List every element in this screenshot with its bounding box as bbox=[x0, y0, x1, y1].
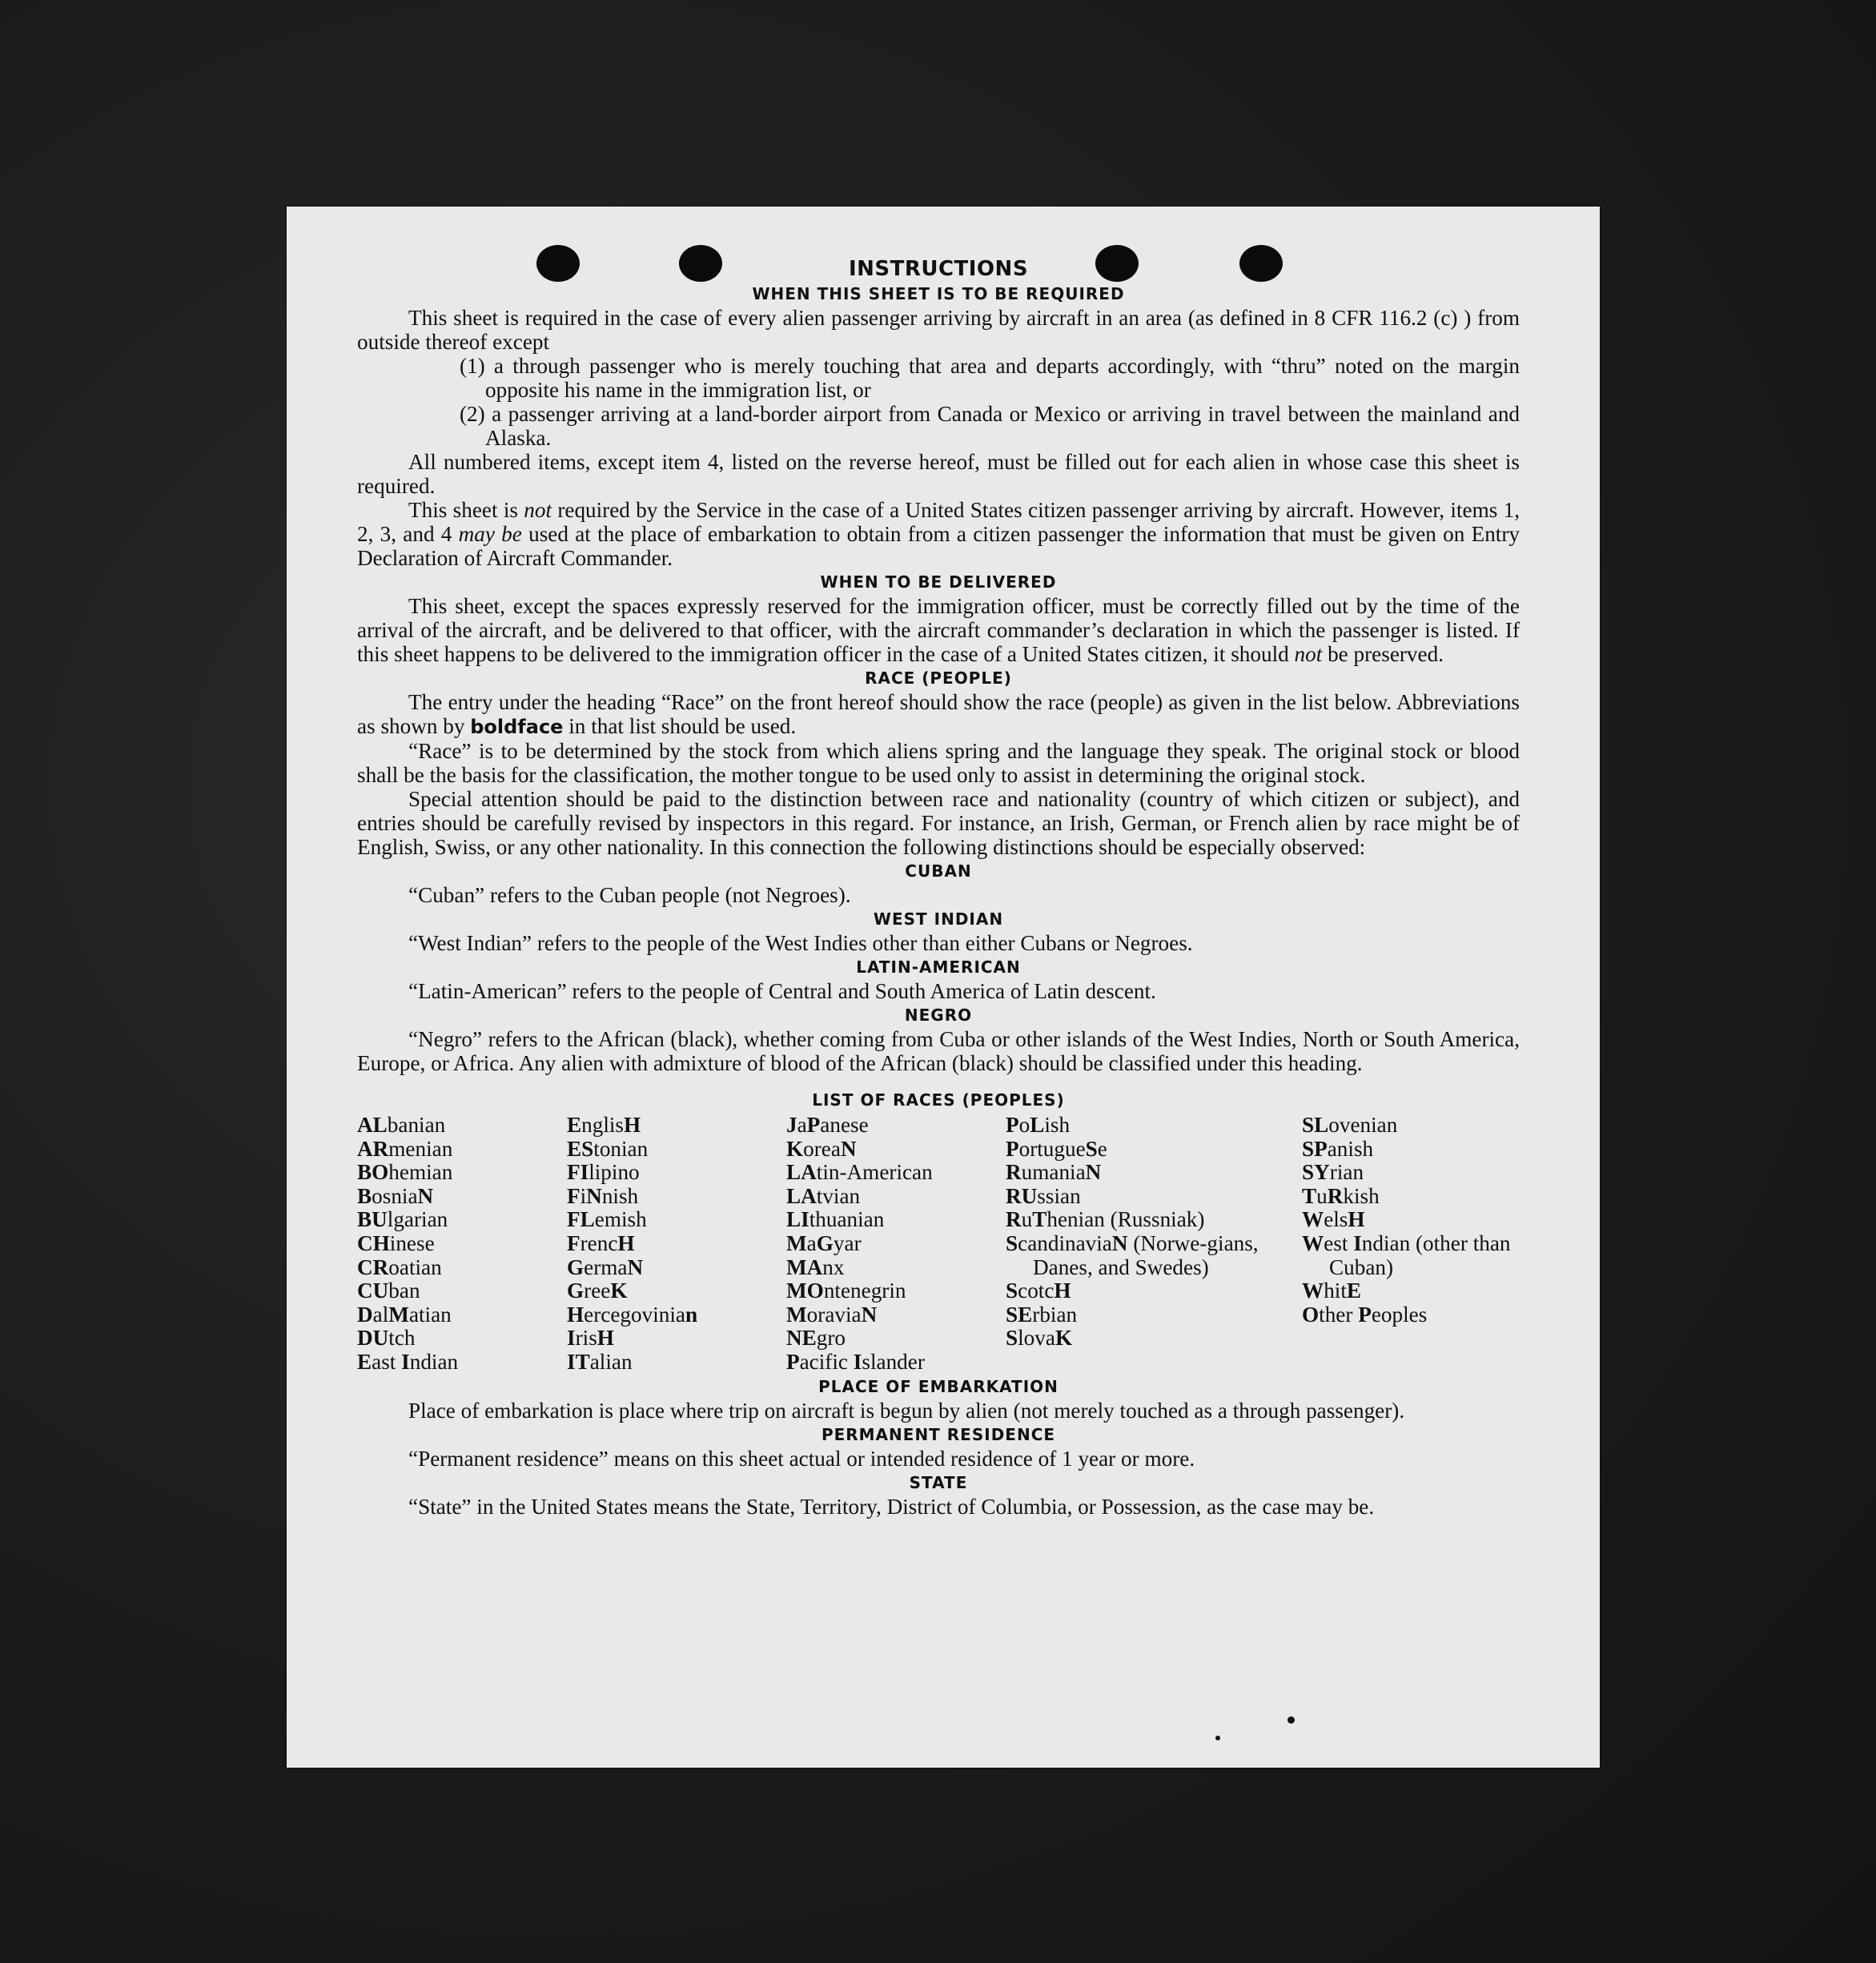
definition-latin-american: “Latin-American” refers to the people of Central and South America of Latin descent. bbox=[408, 979, 1156, 1003]
race-entry: MaGyar bbox=[786, 1230, 862, 1255]
heading-west-indian: WEST INDIAN bbox=[873, 909, 1004, 929]
race-entry: FiNnish bbox=[567, 1183, 639, 1208]
text-span: The entry under the heading “Race” on the front hereof should show the race (people) as given in the list below. Abbreviations as shown by bbox=[357, 690, 1520, 738]
race-entry: MAnx bbox=[786, 1254, 845, 1279]
heading-race: RACE (PEOPLE) bbox=[865, 668, 1012, 688]
race-entry: RumaniaN bbox=[1006, 1160, 1102, 1185]
race-entry: Hercegovinian bbox=[567, 1302, 698, 1327]
heading-when-required: WHEN THIS SHEET IS TO BE REQUIRED bbox=[752, 284, 1125, 303]
race-entry: Pacific Islander bbox=[786, 1349, 925, 1374]
race-entry: MoraviaN bbox=[786, 1302, 878, 1327]
races-column bbox=[786, 1114, 1006, 1375]
race-entry: WelsH bbox=[1302, 1207, 1365, 1232]
race-entry: ScotcH bbox=[1006, 1279, 1071, 1303]
text-span: be preserved. bbox=[1322, 642, 1444, 666]
para-race-stock: “Race” is to be determined by the stock from which aliens spring and the language they speak. The original stock or blood shall be the basis for the classification, the mother tongue to be used only to assist in determining the original stock. bbox=[357, 739, 1520, 787]
race-entry: RUssian bbox=[1006, 1183, 1081, 1208]
list-item-1: (1) a through passenger who is merely touching that area and departs accordingly, with “thru” noted on the margin opposite his name in the immigration list, or bbox=[460, 354, 1520, 402]
text-span: This sheet, except the spaces expressly reserved for the immigration officer, must be correctly filled out by the time of the arrival of the aircraft, and be delivered to that officer, with the aircraft commander’s declaration in which the passenger is listed. If this sheet happens to be delivered to the immigration officer in the case of a United States citizen, it should bbox=[357, 594, 1520, 666]
race-entry: SlovaK bbox=[1006, 1326, 1073, 1351]
races-column bbox=[1302, 1114, 1518, 1375]
race-entry: West Indian (other than Cuban) bbox=[1302, 1230, 1511, 1279]
race-entry: SPanish bbox=[1302, 1136, 1374, 1161]
boldface-word: boldface bbox=[470, 716, 564, 738]
race-entry: GreeK bbox=[567, 1279, 628, 1303]
race-entry: LAtvian bbox=[786, 1183, 861, 1208]
race-entry: FLemish bbox=[567, 1207, 647, 1232]
races-column bbox=[1006, 1114, 1302, 1375]
race-entry: FIlipino bbox=[567, 1160, 640, 1185]
race-entry: SErbian bbox=[1006, 1302, 1078, 1327]
para-race-nationality: Special attention should be paid to the distinction between race and nationality (country of which citizen or subject), and entries should be carefully revised by inspectors in this regard. For instance, an Irish, German, or French alien by race might be of English, Swiss, or any other nationality. In this connection the following distinctions should be especially observed: bbox=[357, 787, 1520, 859]
heading-state: STATE bbox=[909, 1472, 968, 1492]
heading-negro: NEGRO bbox=[904, 1006, 973, 1025]
race-entry: ARmenian bbox=[357, 1136, 453, 1161]
race-entry: PortugueSe bbox=[1006, 1136, 1107, 1161]
heading-when-delivered: WHEN TO BE DELIVERED bbox=[820, 572, 1057, 592]
race-entry: ITalian bbox=[567, 1349, 633, 1374]
para-residence: “Permanent residence” means on this sheet actual or intended residence of 1 year or more. bbox=[408, 1446, 1195, 1471]
race-entry: TuRkish bbox=[1302, 1183, 1380, 1208]
text-span: used at the place of embarkation to obtain from a citizen passenger the information that must be given on Entry Declaration of Aircraft Commander. bbox=[357, 522, 1520, 570]
race-entry: CHinese bbox=[357, 1230, 435, 1255]
text-span: in that list should be used. bbox=[563, 714, 797, 738]
speck bbox=[1287, 1716, 1295, 1724]
heading-residence: PERMANENT RESIDENCE bbox=[821, 1424, 1056, 1444]
race-entry: LIthuanian bbox=[786, 1207, 885, 1232]
para-state: “State” in the United States means the State, Territory, District of Columbia, or Possession, as the case may be. bbox=[408, 1494, 1375, 1519]
race-entry: East Indian bbox=[357, 1349, 459, 1374]
heading-latin-american: LATIN-AMERICAN bbox=[856, 957, 1021, 977]
heading-embarkation: PLACE OF EMBARKATION bbox=[818, 1376, 1059, 1396]
instruction-sheet bbox=[287, 207, 1600, 1768]
emphasis-may-be: may be bbox=[458, 522, 522, 546]
definition-west-indian: “West Indian” refers to the people of the West Indies other than either Cubans or Negroes. bbox=[408, 931, 1193, 955]
emphasis-not: not bbox=[1294, 642, 1323, 666]
race-entry: ScandinaviaN (Norwe-gians, Danes, and Swedes) bbox=[1006, 1230, 1259, 1279]
race-entry: EStonian bbox=[567, 1136, 649, 1161]
list-item-2: (2) a passenger arriving at a land-border airport from Canada or Mexico or arriving in travel between the mainland and Alaska. bbox=[460, 402, 1520, 450]
definition-cuban: “Cuban” refers to the Cuban people (not Negroes). bbox=[408, 883, 851, 907]
race-entry: MOntenegrin bbox=[786, 1279, 906, 1303]
race-entry: WhitE bbox=[1302, 1279, 1362, 1303]
race-entry: SYrian bbox=[1302, 1160, 1364, 1185]
emphasis-not: not bbox=[524, 498, 552, 522]
para-race-entry bbox=[357, 690, 1520, 739]
race-entry: BOhemian bbox=[357, 1160, 453, 1185]
race-entry: SLovenian bbox=[1302, 1113, 1398, 1137]
race-entry: LAtin-American bbox=[786, 1160, 933, 1185]
para-citizen bbox=[357, 498, 1520, 570]
race-entry: DalMatian bbox=[357, 1302, 452, 1327]
text-span: required by the Service in the case of a United States citizen passenger arriving by aircraft. However, items 1, 2, 3, and 4 bbox=[357, 498, 1520, 546]
race-entry: ALbanian bbox=[357, 1113, 446, 1137]
para-required: This sheet is required in the case of every alien passenger arriving by aircraft in an area (as defined in 8 CFR 116.2 (c) ) from outside thereof except bbox=[357, 306, 1520, 354]
race-entry: RuThenian (Russniak) bbox=[1006, 1207, 1205, 1232]
page-title: INSTRUCTIONS bbox=[848, 257, 1029, 281]
race-entry: KoreaN bbox=[786, 1136, 857, 1161]
races-column bbox=[567, 1114, 786, 1375]
race-entry: NEgro bbox=[786, 1326, 846, 1351]
race-entry: Other Peoples bbox=[1302, 1302, 1428, 1327]
text-span: This sheet is bbox=[408, 498, 524, 522]
race-entry: EnglisH bbox=[567, 1113, 641, 1137]
race-entry: IrisH bbox=[567, 1326, 614, 1351]
race-entry: CRoatian bbox=[357, 1254, 442, 1279]
para-embarkation: Place of embarkation is place where trip on aircraft is begun by alien (not merely touched as a through passenger). bbox=[408, 1398, 1405, 1423]
heading-cuban: CUBAN bbox=[905, 861, 972, 881]
race-entry: BosniaN bbox=[357, 1183, 434, 1208]
race-entry: GermaN bbox=[567, 1254, 644, 1279]
punch-hole-4 bbox=[1239, 245, 1283, 282]
race-entry: DUtch bbox=[357, 1326, 416, 1351]
race-entry: PoLish bbox=[1006, 1113, 1071, 1137]
race-entry: CUban bbox=[357, 1279, 420, 1303]
race-entry: JaPanese bbox=[786, 1113, 869, 1137]
races-list bbox=[357, 1114, 1520, 1375]
para-numbered-items: All numbered items, except item 4, listed on the reverse hereof, must be filled out for each alien in whose case this sheet is required. bbox=[357, 450, 1520, 498]
races-column bbox=[357, 1114, 567, 1375]
race-entry: FrencH bbox=[567, 1230, 635, 1255]
heading-list-of-races: LIST OF RACES (PEOPLES) bbox=[812, 1090, 1065, 1110]
race-entry: BUlgarian bbox=[357, 1207, 448, 1232]
punch-hole-2 bbox=[679, 245, 722, 282]
definition-negro: “Negro” refers to the African (black), whether coming from Cuba or other islands of the West Indies, North or South America, Europe, or Africa. Any alien with admixture of blood of the African (black) should be classified under this heading. bbox=[357, 1027, 1520, 1075]
punch-hole-3 bbox=[1095, 245, 1139, 282]
punch-hole-1 bbox=[536, 245, 580, 282]
speck bbox=[1215, 1736, 1220, 1740]
para-delivery bbox=[357, 594, 1520, 666]
